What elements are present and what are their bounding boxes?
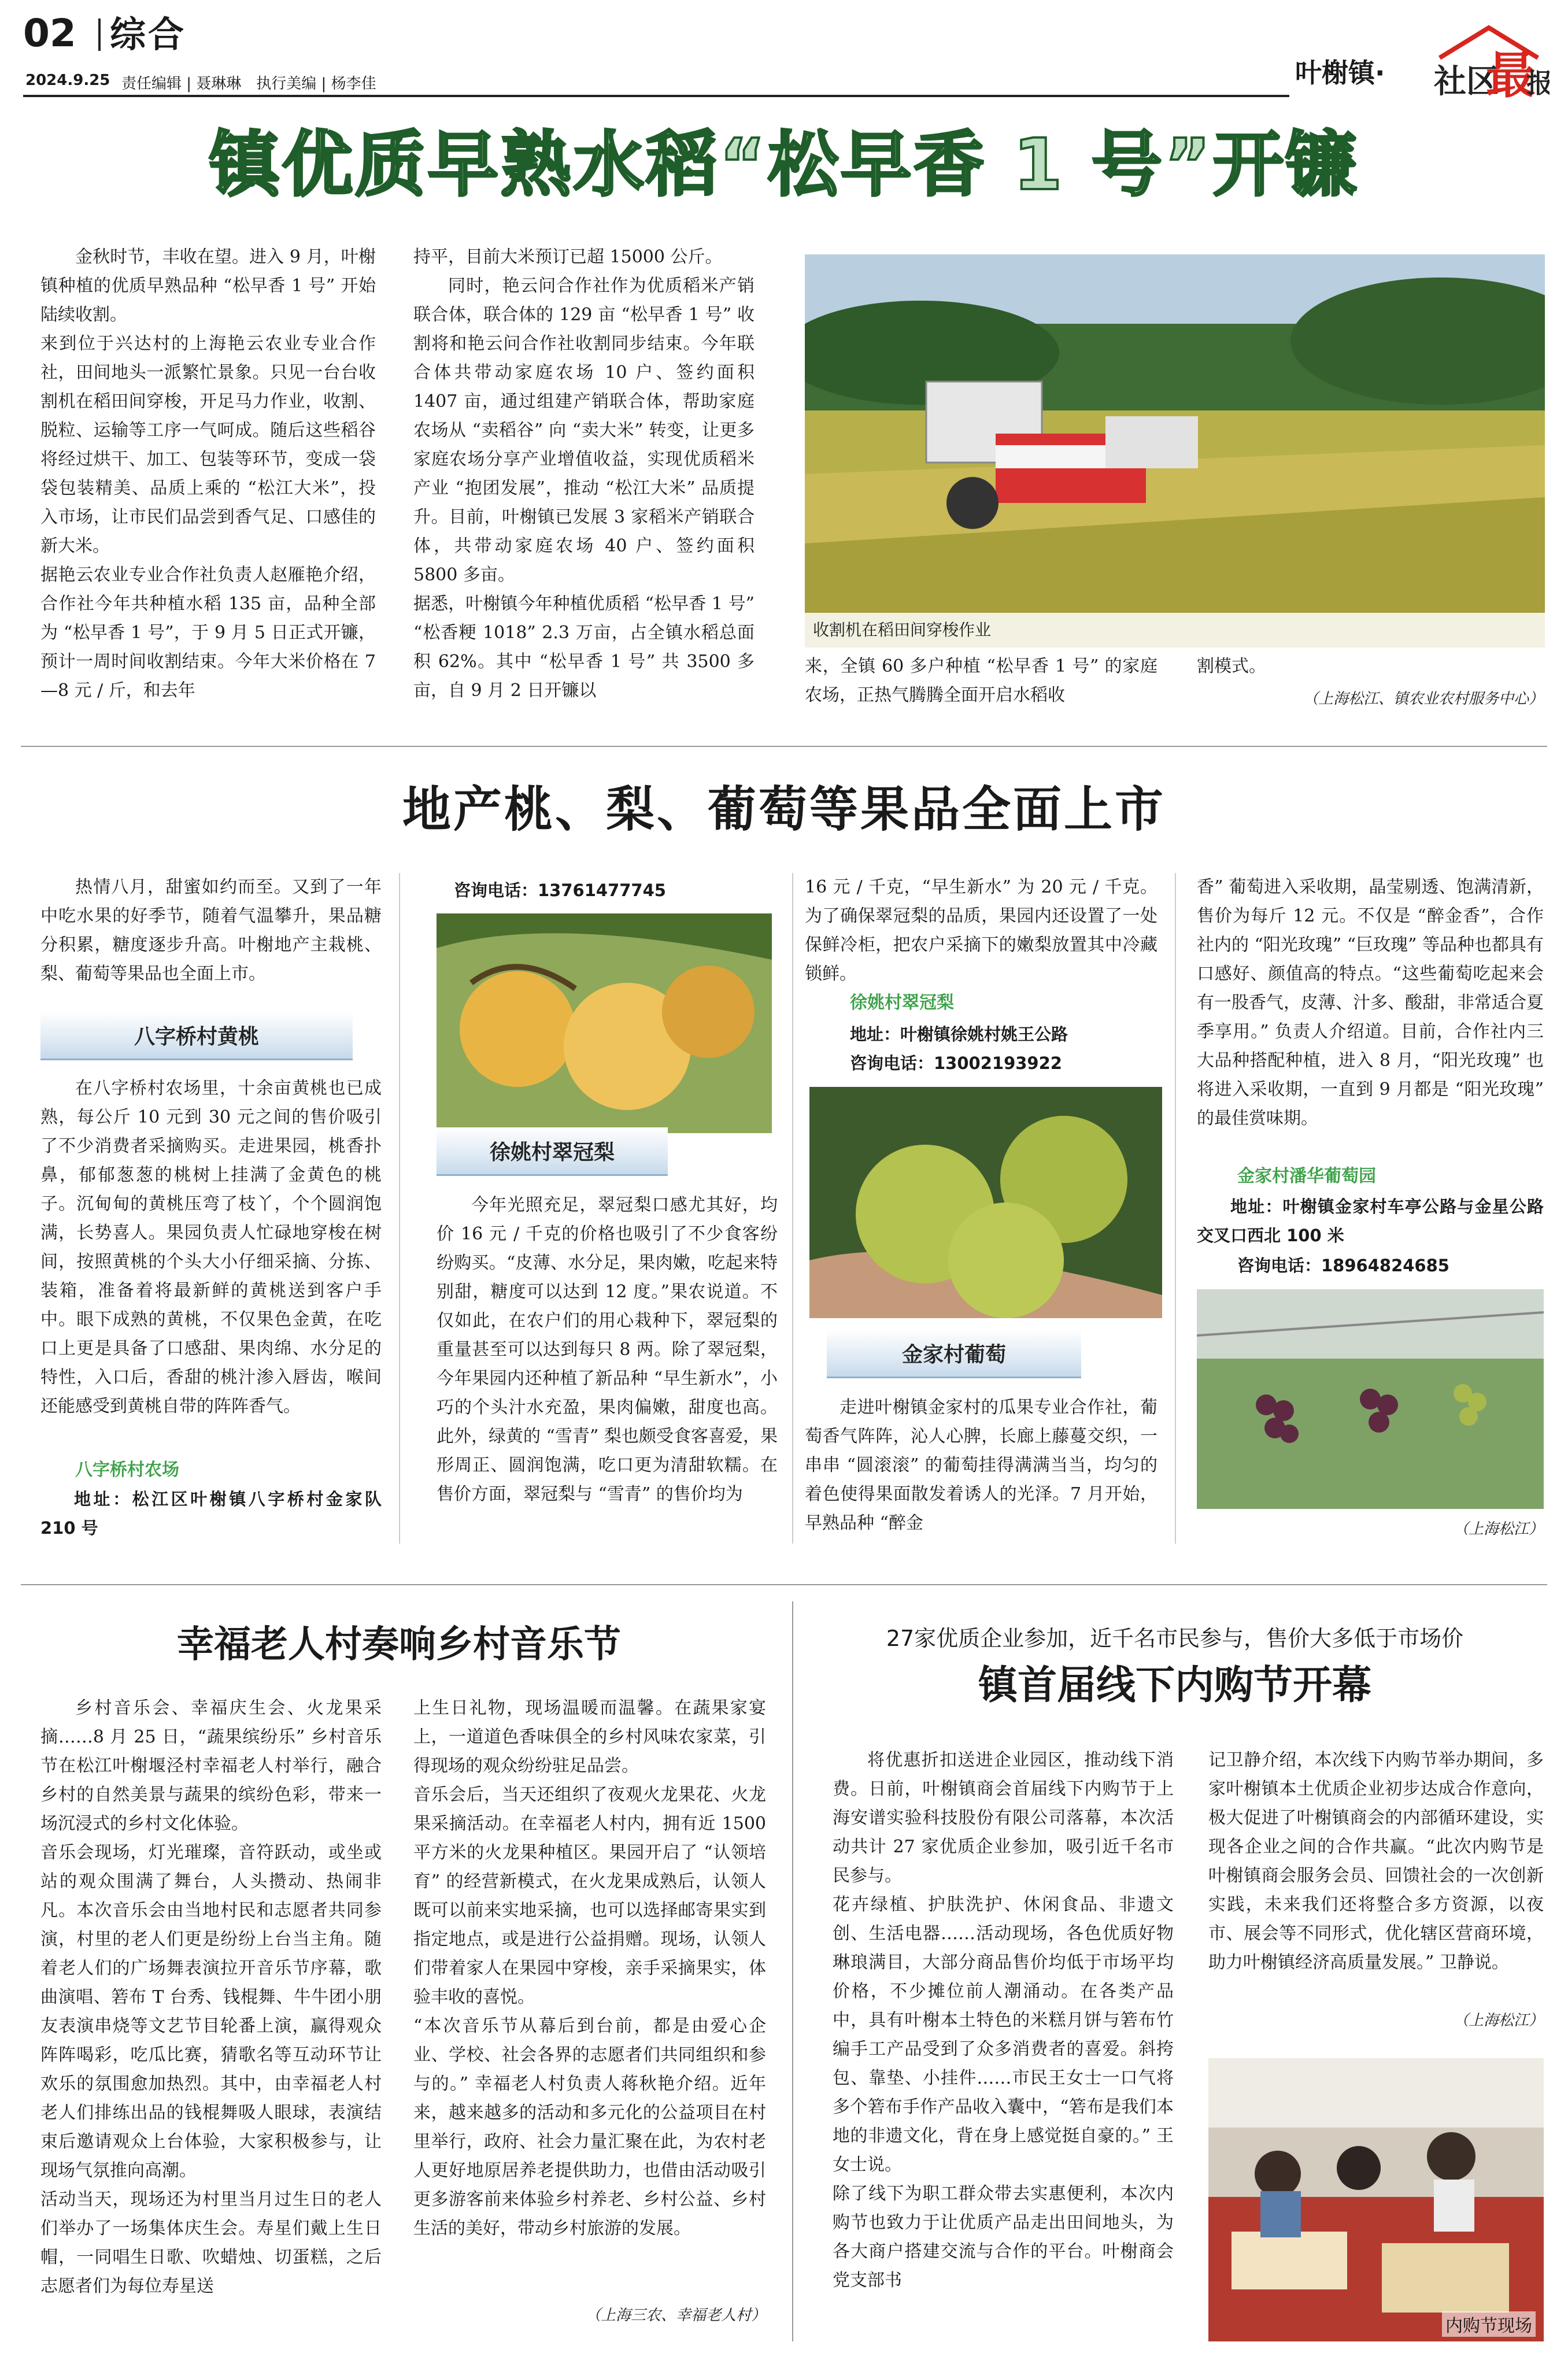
harvester-photo	[805, 254, 1545, 648]
a1-credit: （上海松江、镇农业农村服务中心）	[1303, 690, 1544, 708]
a2-intro: 热情八月，甜蜜如约而至。又到了一年中吃水果的好季节，随着气温攀升，果品糖分积累，糖度逐步升高。叶榭地产主栽桃、梨、葡萄等果品也全面上市。	[40, 877, 382, 984]
grape-photo	[1197, 1289, 1544, 1509]
a1-column-4: 割模式。	[1197, 656, 1266, 676]
header-rule	[23, 95, 1289, 97]
harvester-photo-caption: 收割机在稻田间穿梭作业	[805, 613, 1545, 648]
farm3-name: 金家村潘华葡萄园	[1237, 1166, 1376, 1186]
shopping-event-photo	[1208, 2058, 1544, 2341]
a2-grape-text: 走进叶榭镇金家村的瓜果专业合作社，葡萄香气阵阵，沁人心脾，长廊上藤蔓交织，一串串 “圆滚滚” 的葡萄挂得满满当当，均匀的着色使得果面散发着诱人的光泽。7 月开始，早熟品种 “醉金	[805, 1397, 1157, 1533]
paper-name: 叶榭镇·	[1295, 57, 1385, 88]
a1-column-2-first: 持平，目前大米预订已超 15000 公斤。	[413, 247, 723, 267]
col-rule-1	[399, 873, 400, 1544]
phone3: 咨询电话：18964824685	[1237, 1256, 1449, 1275]
a2-credit: （上海松江）	[1453, 1520, 1544, 1538]
phone2: 咨询电话：13002193922	[850, 1053, 1062, 1073]
farm2-name: 徐姚村翠冠梨	[850, 993, 954, 1013]
shopping-event-caption: 内购节现场	[1442, 2311, 1536, 2337]
article-divider	[792, 1601, 793, 2341]
paper-logo	[1428, 23, 1549, 104]
a1-column-3: 来，全镇 60 多户种植 “松早香 1 号” 的家庭农场，正热气腾腾全面开启水稻收	[805, 656, 1157, 705]
a3-column-1: 乡村音乐会、幸福庆生会、火龙果采摘……8 月 25 日，“蔬果缤纷乐” 乡村音乐节在松江叶榭堰泾村幸福老人村举行，融合乡村的自然美景与蔬果的缤纷色彩，带来一场沉浸式的乡村文化体验。 音乐会现场，灯光璀璨，音符跃动，或坐或站的观众围满了舞台，人头攒动、热闹非凡。本次音乐会由当地村民和志愿者共同参演，村里的老人们更是纷纷上台当主角。随着老人们的广场舞表演拉开音乐节序幕，歌曲演唱、箬布 T 台秀、钱棍舞、牛牛团小朋友表演串烧等文艺节目轮番上演，赢得观众阵阵喝彩，吃瓜比赛，猜歌名等互动环节让欢乐的氛围愈加热烈。其中，由幸福老人村老人们排练出品的钱棍舞吸人眼球，表演结束后邀请观众上台体验，大家积极参与，让现场气氛推向高潮。 活动当天，现场还为村里当月过生日的老人们举办了一场集体庆生会。寿星们戴上生日帽，一同唱生日歌、吹蜡烛、切蛋糕，之后志愿者们为每位寿星送	[40, 1698, 382, 2296]
farm1-name: 八字桥村农场	[75, 1460, 179, 1480]
subhead-pear: 徐姚村翠冠梨	[437, 1127, 668, 1176]
article-4-title: 镇首届线下内购节开幕	[978, 1662, 1371, 1708]
subhead-grape: 金家村葡萄	[827, 1330, 1081, 1378]
col-rule-2	[792, 873, 793, 1544]
header-divider	[98, 19, 101, 51]
section-name: 综合	[110, 13, 187, 56]
a1-column-2: 同时，艳云问合作社作为优质稻米产销联合体，联合体的 129 亩 “松早香 1 号” 收割将和艳云问合作社收割同步结束。今年联合体共带动家庭农场 10 户、签约面积 1407 亩，通过组建产销联合体，帮助家庭农场从 “卖稻谷” 向 “卖大米” 转变，让更多家庭农场分享产业增值收益，实现优质稻米产业 “抱团发展”，推动 “松江大米” 品质提升。目前，叶榭镇已发展 3 家稻米产销联合体，共带动家庭农场 40 户、签约面积 5800 多亩。 据悉，叶榭镇今年种植优质稻 “松早香 1 号” “松香粳 1018” 2.3 万亩，占全镇水稻总面积 62%。其中 “松早香 1 号” 共 3500 多亩，自 9 月 2 日开镰以	[413, 276, 755, 701]
a2-pear-text: 今年光照充足，翠冠梨口感尤其好，均价 16 元 / 千克的价格也吸引了不少食客纷纷购买。“皮薄、水分足，果肉嫩，吃起来特别甜，糖度可以达到 12 度。”果农说道。不仅如此，在农户们的用心栽种下，翠冠梨的重量甚至可以达到每只 8 两。除了翠冠梨，今年果园内还种植了新品种 “早生新水”，小巧的个头汁水充盈，果肉偏嫩，甜度也高。此外，绿黄的 “雪青” 梨也颇受食客喜爱，果形周正、圆润饱满，吃口更为清甜软糯。在售价方面，翠冠梨与 “雪青” 的售价均为	[437, 1195, 778, 1504]
page-number: 02	[23, 11, 76, 56]
subhead-peach: 八字桥村黄桃	[40, 1012, 353, 1060]
editor-credits: 责任编辑 | 聂琳琳 执行美编 | 杨李佳	[121, 75, 376, 93]
farm2-address: 地址：叶榭镇徐姚村姚王公路	[850, 1024, 1068, 1044]
farm1-address: 地址：松江区叶榭镇八字桥村金家队 210 号	[40, 1489, 388, 1538]
a2-peach-text: 在八字桥村农场里，十余亩黄桃也已成熟，每公斤 10 元到 30 元之间的售价吸引了不少消费者采摘购买。走进果园，桃香扑鼻，郁郁葱葱的桃树上挂满了金黄色的桃子。沉甸甸的黄桃压弯了枝丫，个个圆润饱满，长势喜人。果园负责人忙碌地穿梭在树间，按照黄桃的个头大小仔细采摘、分拣、装箱，准备着将最新鲜的黄桃送到客户手中。眼下成熟的黄桃，不仅果色金黄，在吃口上更是具备了口感甜、果肉绵、水分足的特性，入口后，香甜的桃汁渗入唇齿，喉间还能感受到黄桃自带的阵阵香气。	[40, 1078, 382, 1416]
section-divider-1	[21, 746, 1547, 747]
a2-col4-text: 香” 葡萄进入采收期，晶莹剔透、饱满清新，售价为每斤 12 元。不仅是 “醉金香”，合作社内的 “阳光玫瑰” “巨玫瑰” 等品种也都具有口感好、颜值高的特点。“这些葡萄吃起来会有一股香气，皮薄、汁多、酸甜，非常适合夏季享用。” 负责人介绍道。目前，合作社内三大品种搭配种植，进入 8 月，“阳光玫瑰” 也将进入采收期，一直到 9 月都是 “阳光玫瑰” 的最佳赏味期。	[1197, 877, 1549, 1129]
article-3-title: 幸福老人村奏响乡村音乐节	[177, 1623, 621, 1666]
peach-photo	[437, 913, 772, 1133]
pear-photo	[809, 1087, 1162, 1318]
phone1: 咨询电话：13761477745	[454, 880, 666, 900]
a4-credit: （上海松江）	[1453, 2012, 1544, 2029]
col-rule-3	[1175, 873, 1176, 1544]
a3-credit: （上海三农、幸福老人村）	[585, 2307, 766, 2324]
section-divider-2	[21, 1584, 1547, 1585]
article-4-kicker: 27家优质企业参加，近千名市民参与，售价大多低于市场价	[886, 1626, 1464, 1651]
a4-column-2: 记卫静介绍，本次线下内购节举办期间，多家叶榭镇本土优质企业初步达成合作意向，极大促进了叶榭镇商会的内部循环建设，实现各企业之间的合作共赢。“此次内购节是叶榭镇商会服务会员、回馈社会的一次创新实践，未来我们还将整合多方资源，以夜市、展会等不同形式，优化辖区营商环境，助力叶榭镇经济高质量发展。” 卫静说。	[1208, 1750, 1544, 1973]
svg-text:报: 报	[1526, 68, 1549, 99]
article-2-title: 地产桃、梨、葡萄等果品全面上市	[402, 780, 1166, 838]
svg-text:最: 最	[1486, 46, 1536, 104]
a1-column-1: 金秋时节，丰收在望。进入 9 月，叶榭镇种植的优质早熟品种 “松早香 1 号” 开始陆续收割。 来到位于兴达村的上海艳云农业专业合作社，田间地头一派繁忙景象。只见一台台收割机在稻田间穿梭，开足马力作业，收割、脱粒、运输等工序一气呵成。随后这些稻谷将经过烘干、加工、包装等环节，变成一袋袋包装精美、品质上乘的 “松江大米”，投入市场，让市民们品尝到香气足、口感佳的新大米。 据艳云农业专业合作社负责人赵雁艳介绍，合作社今年共种植水稻 135 亩，品种全部为 “松早香 1 号”，于 9 月 5 日正式开镰，预计一周时间收割结束。今年大米价格在 7—8 元 / 斤，和去年	[40, 247, 376, 701]
farm3-address: 地址：叶榭镇金家村车亭公路与金星公路交叉口西北 100 米	[1197, 1197, 1544, 1245]
a2-col3-top: 16 元 / 千克，“早生新水” 为 20 元 / 千克。为了确保翠冠梨的品质，果园内还设置了一处保鲜冷柜，把农户采摘下的嫩梨放置其中冷藏锁鲜。	[805, 877, 1157, 984]
issue-date: 2024.9.25	[25, 72, 110, 89]
a4-column-1: 将优惠折扣送进企业园区，推动线下消费。日前，叶榭镇商会首届线下内购节于上海安谱实验科技股份有限公司落幕，本次活动共计 27 家优质企业参加，吸引近千名市民参与。 花卉绿植、护肤洗护、休闲食品、非遗文创、生活电器……活动现场，各色优质好物琳琅满目，大部分商品售价均低于市场平均价格，不少摊位前人潮涌动。在各类产品中，具有叶榭本土特色的米糕月饼与箬布竹编手工产品受到了众多消费者的喜爱。斜挎包、靠垫、小挂件……市民王女士一口气将多个箬布手作产品收入囊中，“箬布是我们本地的非遗文化，背在身上感觉挺自豪的。” 王女士说。 除了线下为职工群众带去实惠便利，本次内购节也致力于让优质产品走出田间地头，为各大商户搭建交流与合作的平台。叶榭商会党支部书	[833, 1750, 1174, 2291]
article-1-title: 镇优质早熟水稻“松早香 1 号”开镰	[209, 124, 1359, 206]
svg-text:社区: 社区	[1434, 62, 1499, 101]
a3-column-2: 上生日礼物，现场温暖而温馨。在蔬果家宴上，一道道色香味俱全的乡村风味农家菜，引得现场的观众纷纷驻足品尝。 音乐会后，当天还组织了夜观火龙果花、火龙果采摘活动。在幸福老人村内，拥有近 1500 平方米的火龙果种植区。果园开启了 “认领培育” 的经营新模式，在火龙果成熟后，认领人既可以前来实地采摘，也可以选择邮寄果实到指定地点，或是进行公益捐赠。现场，认领人们带着家人在果园中穿梭，亲手采摘果实，体验丰收的喜悦。 “本次音乐节从幕后到台前，都是由爱心企业、学校、社会各界的志愿者们共同组织和参与的。” 幸福老人村负责人蒋秋艳介绍。近年来，越来越多的活动和多元化的公益项目在村里举行，政府、社会力量汇聚在此，为农村老人更好地原居养老提供助力，也借由活动吸引更多游客前来体验乡村养老、乡村公益、乡村生活的美好，带动乡村旅游的发展。	[413, 1698, 766, 2239]
